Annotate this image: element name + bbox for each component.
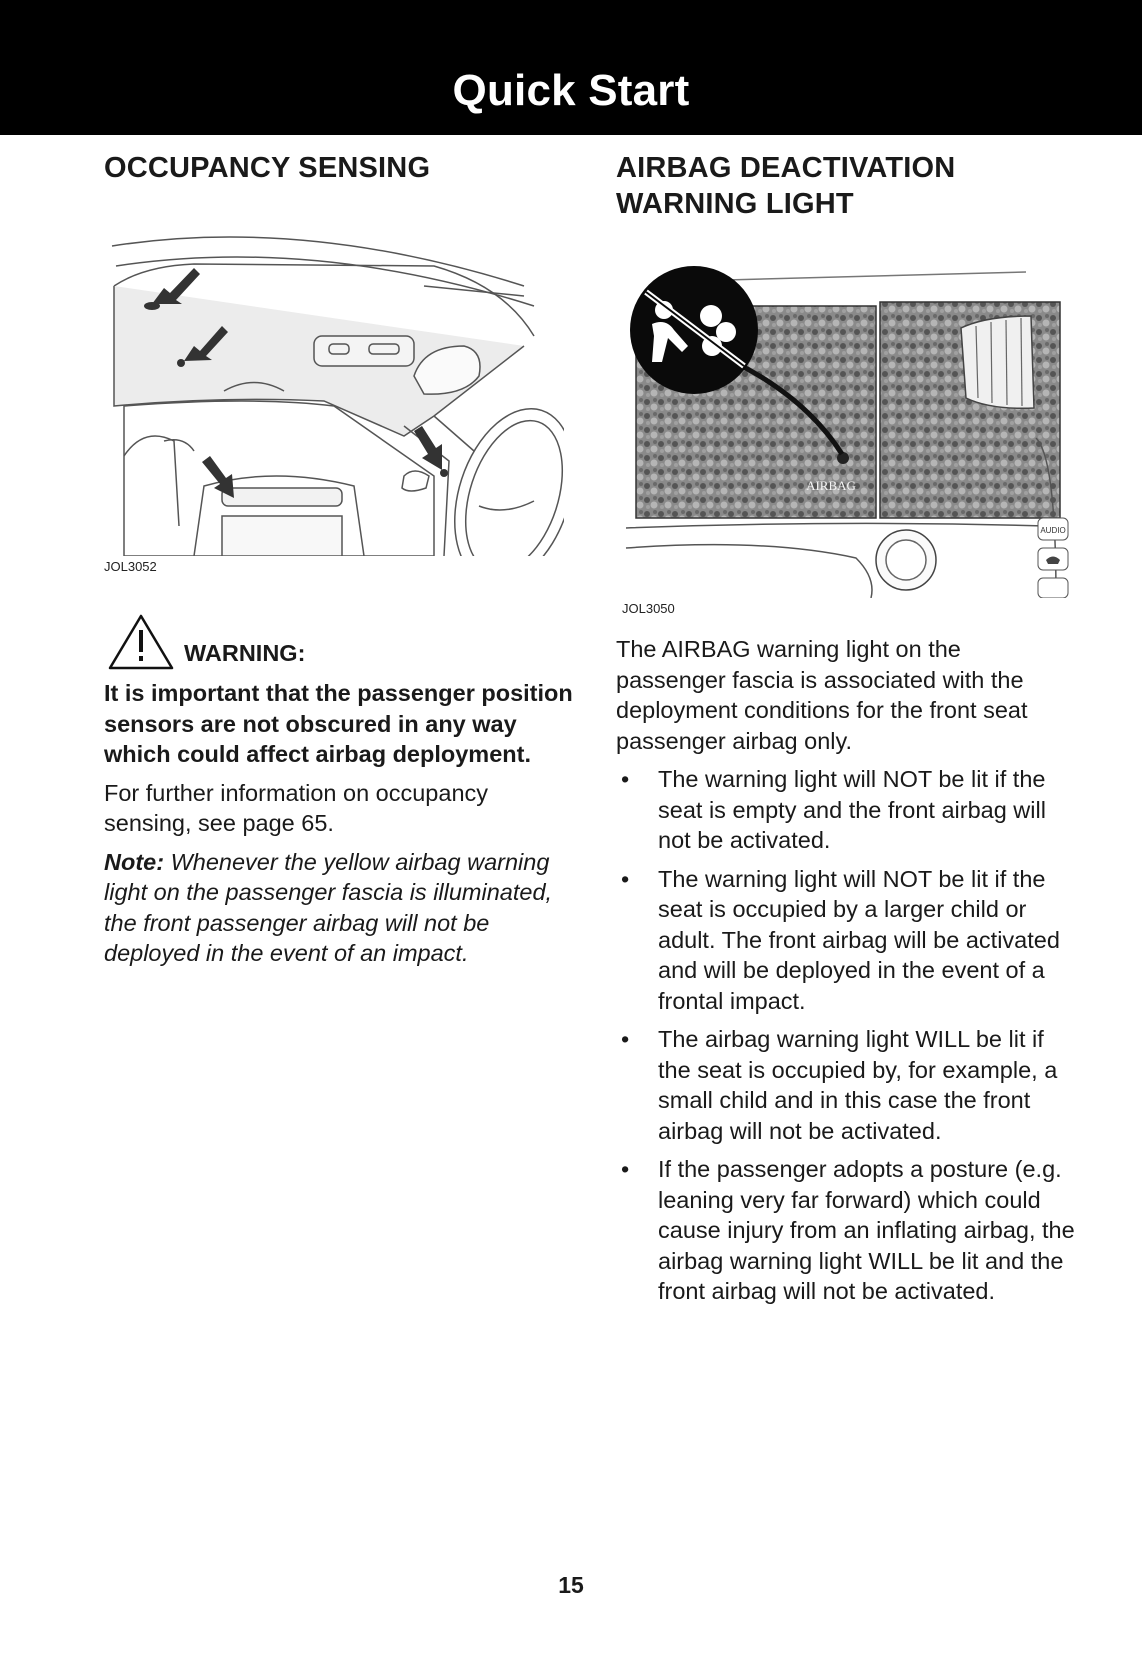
warning-label: WARNING: [184, 640, 306, 666]
occupancy-sensing-heading: OCCUPANCY SENSING [104, 152, 431, 184]
warning-block [104, 612, 574, 674]
list-item: • The airbag warning light WILL be lit if the seat is occupied by, for example, a small child and in this case the front airbag will not be activated. [621, 1026, 1058, 1144]
airbag-deactivation-heading [616, 150, 1076, 222]
occupancy-sensor-illustration [104, 226, 574, 574]
car-interior-sensors-image [104, 226, 564, 556]
warning-text: It is important that the passenger position sensors are not obscured in any way which could affect airbag deployment. [104, 680, 573, 767]
list-item: • If the passenger adopts a posture (e.g. leaning very far forward) which could cause injury from an inflating airbag, the airbag warning light WILL be lit and the front airbag will not be activated. [621, 1156, 1075, 1304]
page-number: 15 [558, 1572, 584, 1598]
audio-label: AUDIO [1040, 526, 1066, 535]
page-header [0, 0, 1142, 135]
right-column [616, 150, 1076, 1315]
warning-triangle-icon [106, 612, 176, 672]
passenger-fascia-image [616, 258, 1071, 598]
heading-line-1: AIRBAG DEACTIVATION [616, 152, 956, 184]
figure-caption-jol3052: JOL3052 [104, 559, 157, 574]
airbag-intro-text: The AIRBAG warning light on the passenger fascia is associated with the deployment conditions for the front seat passenger airbag only. [616, 636, 1028, 754]
figure-caption-jol3050: JOL3050 [622, 601, 675, 616]
note-text: Whenever the yellow airbag warning light on the passenger fascia is illuminated, the front passenger airbag will not be deployed in the event of an impact. [104, 848, 553, 966]
airbag-light-illustration [616, 258, 1076, 616]
occupancy-info-text: For further information on occupancy sensing, see page 65. [104, 779, 489, 836]
list-item: • The warning light will NOT be lit if the seat is occupied by a larger child or adult. The front airbag will be activated and will be deployed in the event of a frontal impact. [621, 865, 1060, 1014]
list-item: • The warning light will NOT be lit if the seat is empty and the front airbag will not be activated. [621, 766, 1046, 853]
airbag-panel-label: AIRBAG [806, 478, 856, 493]
airbag-conditions-list [616, 764, 1076, 1307]
heading-line-2: WARNING LIGHT [616, 188, 854, 220]
note-label: Note: [104, 848, 165, 875]
note-paragraph [104, 847, 574, 969]
left-column [104, 150, 574, 969]
page-title: Quick Start [452, 66, 690, 115]
